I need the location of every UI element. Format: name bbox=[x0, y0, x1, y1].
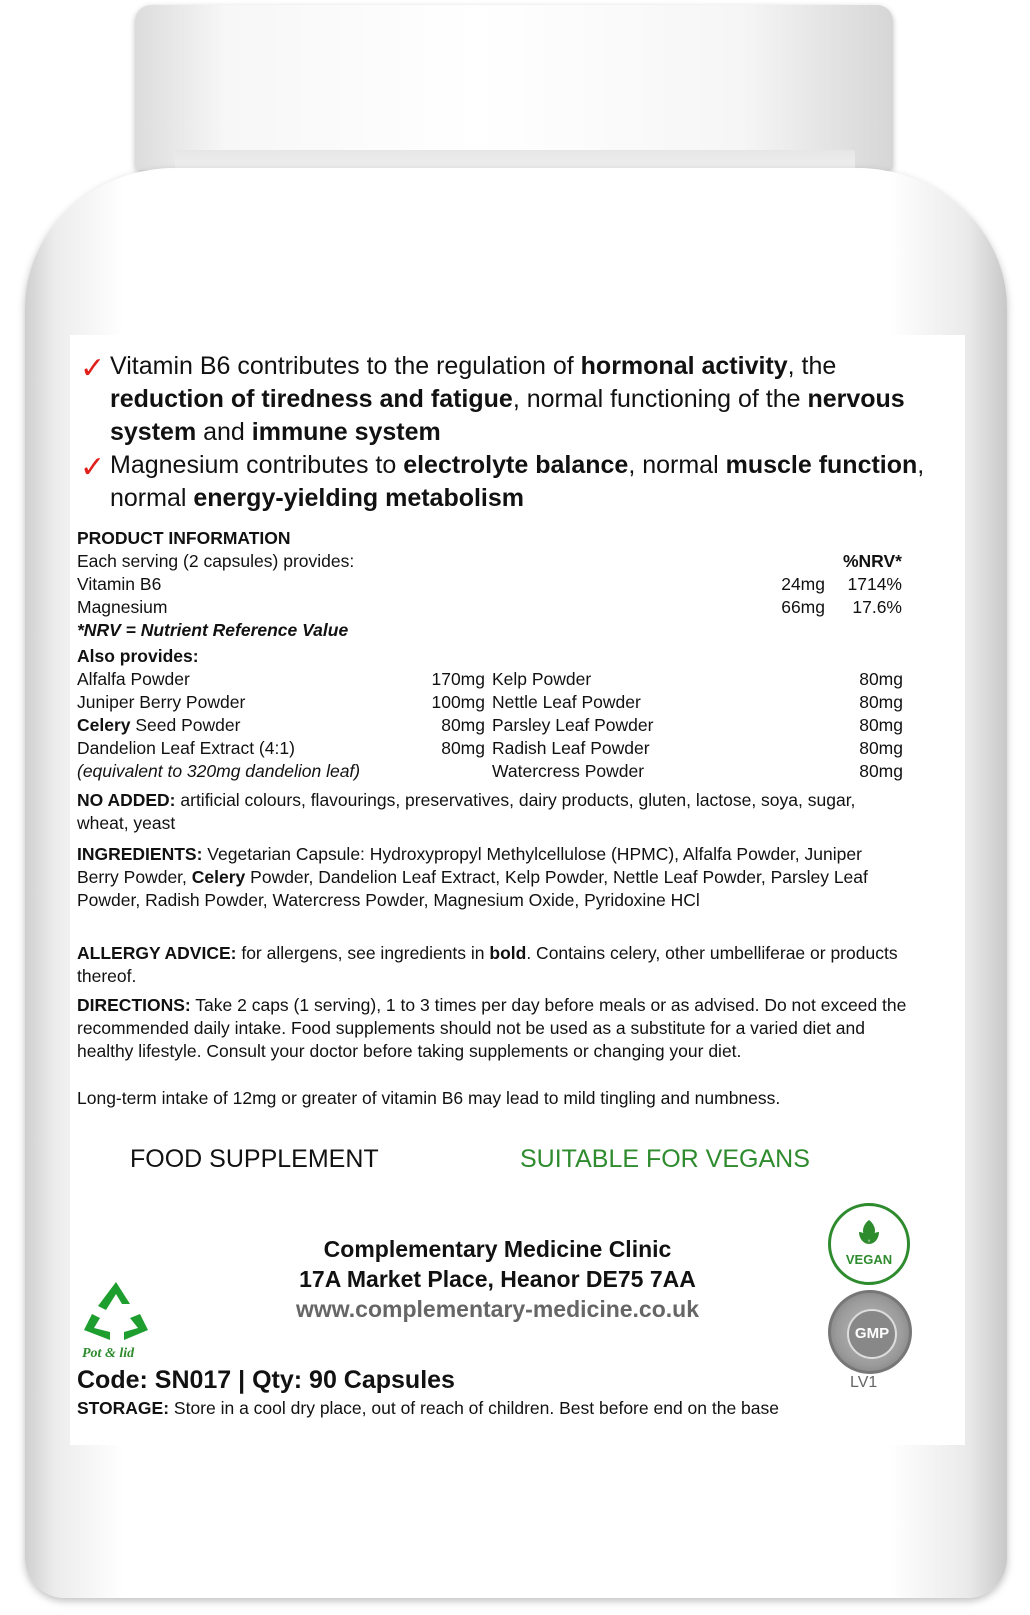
claim-vitamin-b6 bbox=[80, 350, 940, 449]
ingredient-name: Alfalfa Powder bbox=[77, 669, 190, 689]
nrv-header: %NRV* bbox=[842, 551, 902, 571]
nutrient-amount: 66mg bbox=[781, 597, 825, 617]
ingredients-text: Vegetarian Capsule: Hydroxypropyl Methylcellulose (HPMC), Alfalfa Powder, Juniper Berry Powder, bbox=[77, 844, 862, 887]
vegan-badge bbox=[828, 1203, 910, 1285]
allergen-celery: Celery bbox=[77, 715, 131, 735]
no-added-label: NO ADDED: bbox=[77, 790, 176, 810]
gmp-badge bbox=[828, 1290, 912, 1374]
ingredient-name: Kelp Powder bbox=[492, 669, 592, 689]
claim-highlight: immune system bbox=[251, 418, 441, 446]
claim-segment: Vitamin B6 contributes to the regulation of bbox=[110, 352, 581, 380]
no-added-section bbox=[77, 789, 907, 835]
claim-text bbox=[80, 449, 940, 515]
claim-segment: Magnesium contributes to bbox=[110, 451, 404, 479]
ingredient-amount: 80mg bbox=[859, 715, 903, 735]
ingredient-amount: 80mg bbox=[859, 692, 903, 712]
claim-magnesium bbox=[80, 449, 940, 515]
nrv-note: *NRV = Nutrient Reference Value bbox=[77, 620, 349, 640]
claim-text bbox=[80, 350, 940, 449]
claim-segment: , the bbox=[787, 352, 837, 380]
ingredient-amount: 170mg bbox=[431, 669, 485, 689]
claim-highlight: muscle function bbox=[725, 451, 918, 479]
allergy-bold-word: bold bbox=[489, 943, 527, 963]
claim-segment: , normal bbox=[110, 451, 925, 512]
ingredients-section bbox=[77, 843, 907, 912]
ingredient-name: Watercress Powder bbox=[492, 761, 645, 781]
clinic-name: Complementary Medicine Clinic bbox=[323, 1236, 672, 1262]
nutrient-name: Vitamin B6 bbox=[77, 574, 162, 594]
b6-warning: Long-term intake of 12mg or greater of vitamin B6 may lead to mild tingling and numbness. bbox=[77, 1088, 781, 1108]
ingredient-name: Nettle Leaf Powder bbox=[492, 692, 641, 712]
ingredient-name: Parsley Leaf Powder bbox=[492, 715, 654, 735]
gmp-badge-text: GMP bbox=[847, 1309, 897, 1359]
ingredient-name-rest: Seed Powder bbox=[130, 715, 241, 735]
nutrient-nrv: 1714% bbox=[847, 574, 902, 594]
bottle-lid bbox=[135, 5, 893, 170]
food-supplement-text: FOOD SUPPLEMENT bbox=[130, 1145, 379, 1173]
ingredient-name bbox=[77, 714, 240, 737]
directions-section bbox=[77, 994, 907, 1063]
allergy-section bbox=[77, 942, 907, 988]
ingredient-amount: 80mg bbox=[441, 738, 485, 758]
claim-highlight: reduction of tiredness and fatigue bbox=[110, 385, 513, 413]
serving-text: Each serving (2 capsules) provides: bbox=[77, 551, 355, 571]
ingredient-name: Juniper Berry Powder bbox=[77, 692, 246, 712]
leaf-icon bbox=[855, 1218, 883, 1248]
nutrient-amount: 24mg bbox=[781, 574, 825, 594]
nutrient-name: Magnesium bbox=[77, 597, 168, 617]
ingredient-amount: 80mg bbox=[859, 669, 903, 689]
also-provides-heading: Also provides: bbox=[77, 646, 199, 666]
directions-text: Take 2 caps (1 serving), 1 to 3 times per day before meals or as advised. Do not exceed the recommended daily intake. Food supplements should not be used as a substitute for a varied diet and healthy lifestyle. Consult your doctor before taking supplements or changing your diet. bbox=[77, 995, 907, 1061]
ingredient-amount: 100mg bbox=[431, 692, 485, 712]
claim-highlight: electrolyte balance bbox=[403, 451, 629, 479]
claim-segment: and bbox=[196, 418, 252, 446]
storage-section bbox=[77, 1397, 907, 1420]
ingredient-name: Dandelion Leaf Extract (4:1) bbox=[77, 738, 295, 758]
ingredient-amount: 80mg bbox=[441, 715, 485, 735]
ingredient-name: Radish Leaf Powder bbox=[492, 738, 650, 758]
claim-highlight: energy-yielding metabolism bbox=[193, 484, 525, 512]
vegan-badge-text: VEGAN bbox=[845, 1252, 893, 1267]
directions-label: DIRECTIONS: bbox=[77, 995, 191, 1015]
claim-highlight: nervous system bbox=[110, 385, 905, 446]
allergen-celery: Celery bbox=[191, 867, 246, 887]
code-line: Code: SN017 | Qty: 90 Capsules bbox=[77, 1366, 455, 1394]
product-info-heading: PRODUCT INFORMATION bbox=[77, 528, 291, 548]
label-version: LV1 bbox=[850, 1374, 878, 1391]
equivalent-note: (equivalent to 320mg dandelion leaf) bbox=[77, 761, 361, 781]
allergy-text: for allergens, see ingredients in bbox=[236, 943, 490, 963]
ingredient-amount: 80mg bbox=[859, 761, 903, 781]
claim-segment: , normal functioning of the bbox=[512, 385, 808, 413]
storage-label: STORAGE: bbox=[77, 1398, 170, 1418]
recycle-icon bbox=[80, 1278, 152, 1344]
nutrient-nrv: 17.6% bbox=[852, 597, 902, 617]
ingredients-text: Powder, Dandelion Leaf Extract, Kelp Powder, Nettle Leaf Powder, Parsley Leaf Powder, Radish Powder, Watercress Powder, Magnesium Oxide, Pyridoxine HCl bbox=[77, 867, 868, 910]
pot-lid-text: Pot & lid bbox=[82, 1346, 135, 1361]
clinic-block bbox=[260, 1234, 735, 1324]
claim-highlight: hormonal activity bbox=[580, 352, 788, 380]
storage-text: Store in a cool dry place, out of reach of children. Best before end on the base bbox=[169, 1398, 780, 1418]
allergy-label: ALLERGY ADVICE: bbox=[77, 943, 237, 963]
clinic-website[interactable]: www.complementary-medicine.co.uk bbox=[295, 1296, 700, 1322]
ingredients-label: INGREDIENTS: bbox=[77, 844, 203, 864]
ingredient-amount: 80mg bbox=[859, 738, 903, 758]
red-check-icon: ✓ bbox=[80, 352, 106, 385]
red-check-icon: ✓ bbox=[80, 451, 106, 484]
clinic-address: 17A Market Place, Heanor DE75 7AA bbox=[299, 1266, 696, 1292]
no-added-text: artificial colours, flavourings, preservatives, dairy products, gluten, lactose, soya, sugar, wheat, yeast bbox=[77, 790, 856, 833]
suitable-vegans-text: SUITABLE FOR VEGANS bbox=[520, 1145, 810, 1173]
allergy-text: . Contains celery, other umbelliferae or products thereof. bbox=[77, 943, 898, 986]
claim-segment: , normal bbox=[628, 451, 726, 479]
